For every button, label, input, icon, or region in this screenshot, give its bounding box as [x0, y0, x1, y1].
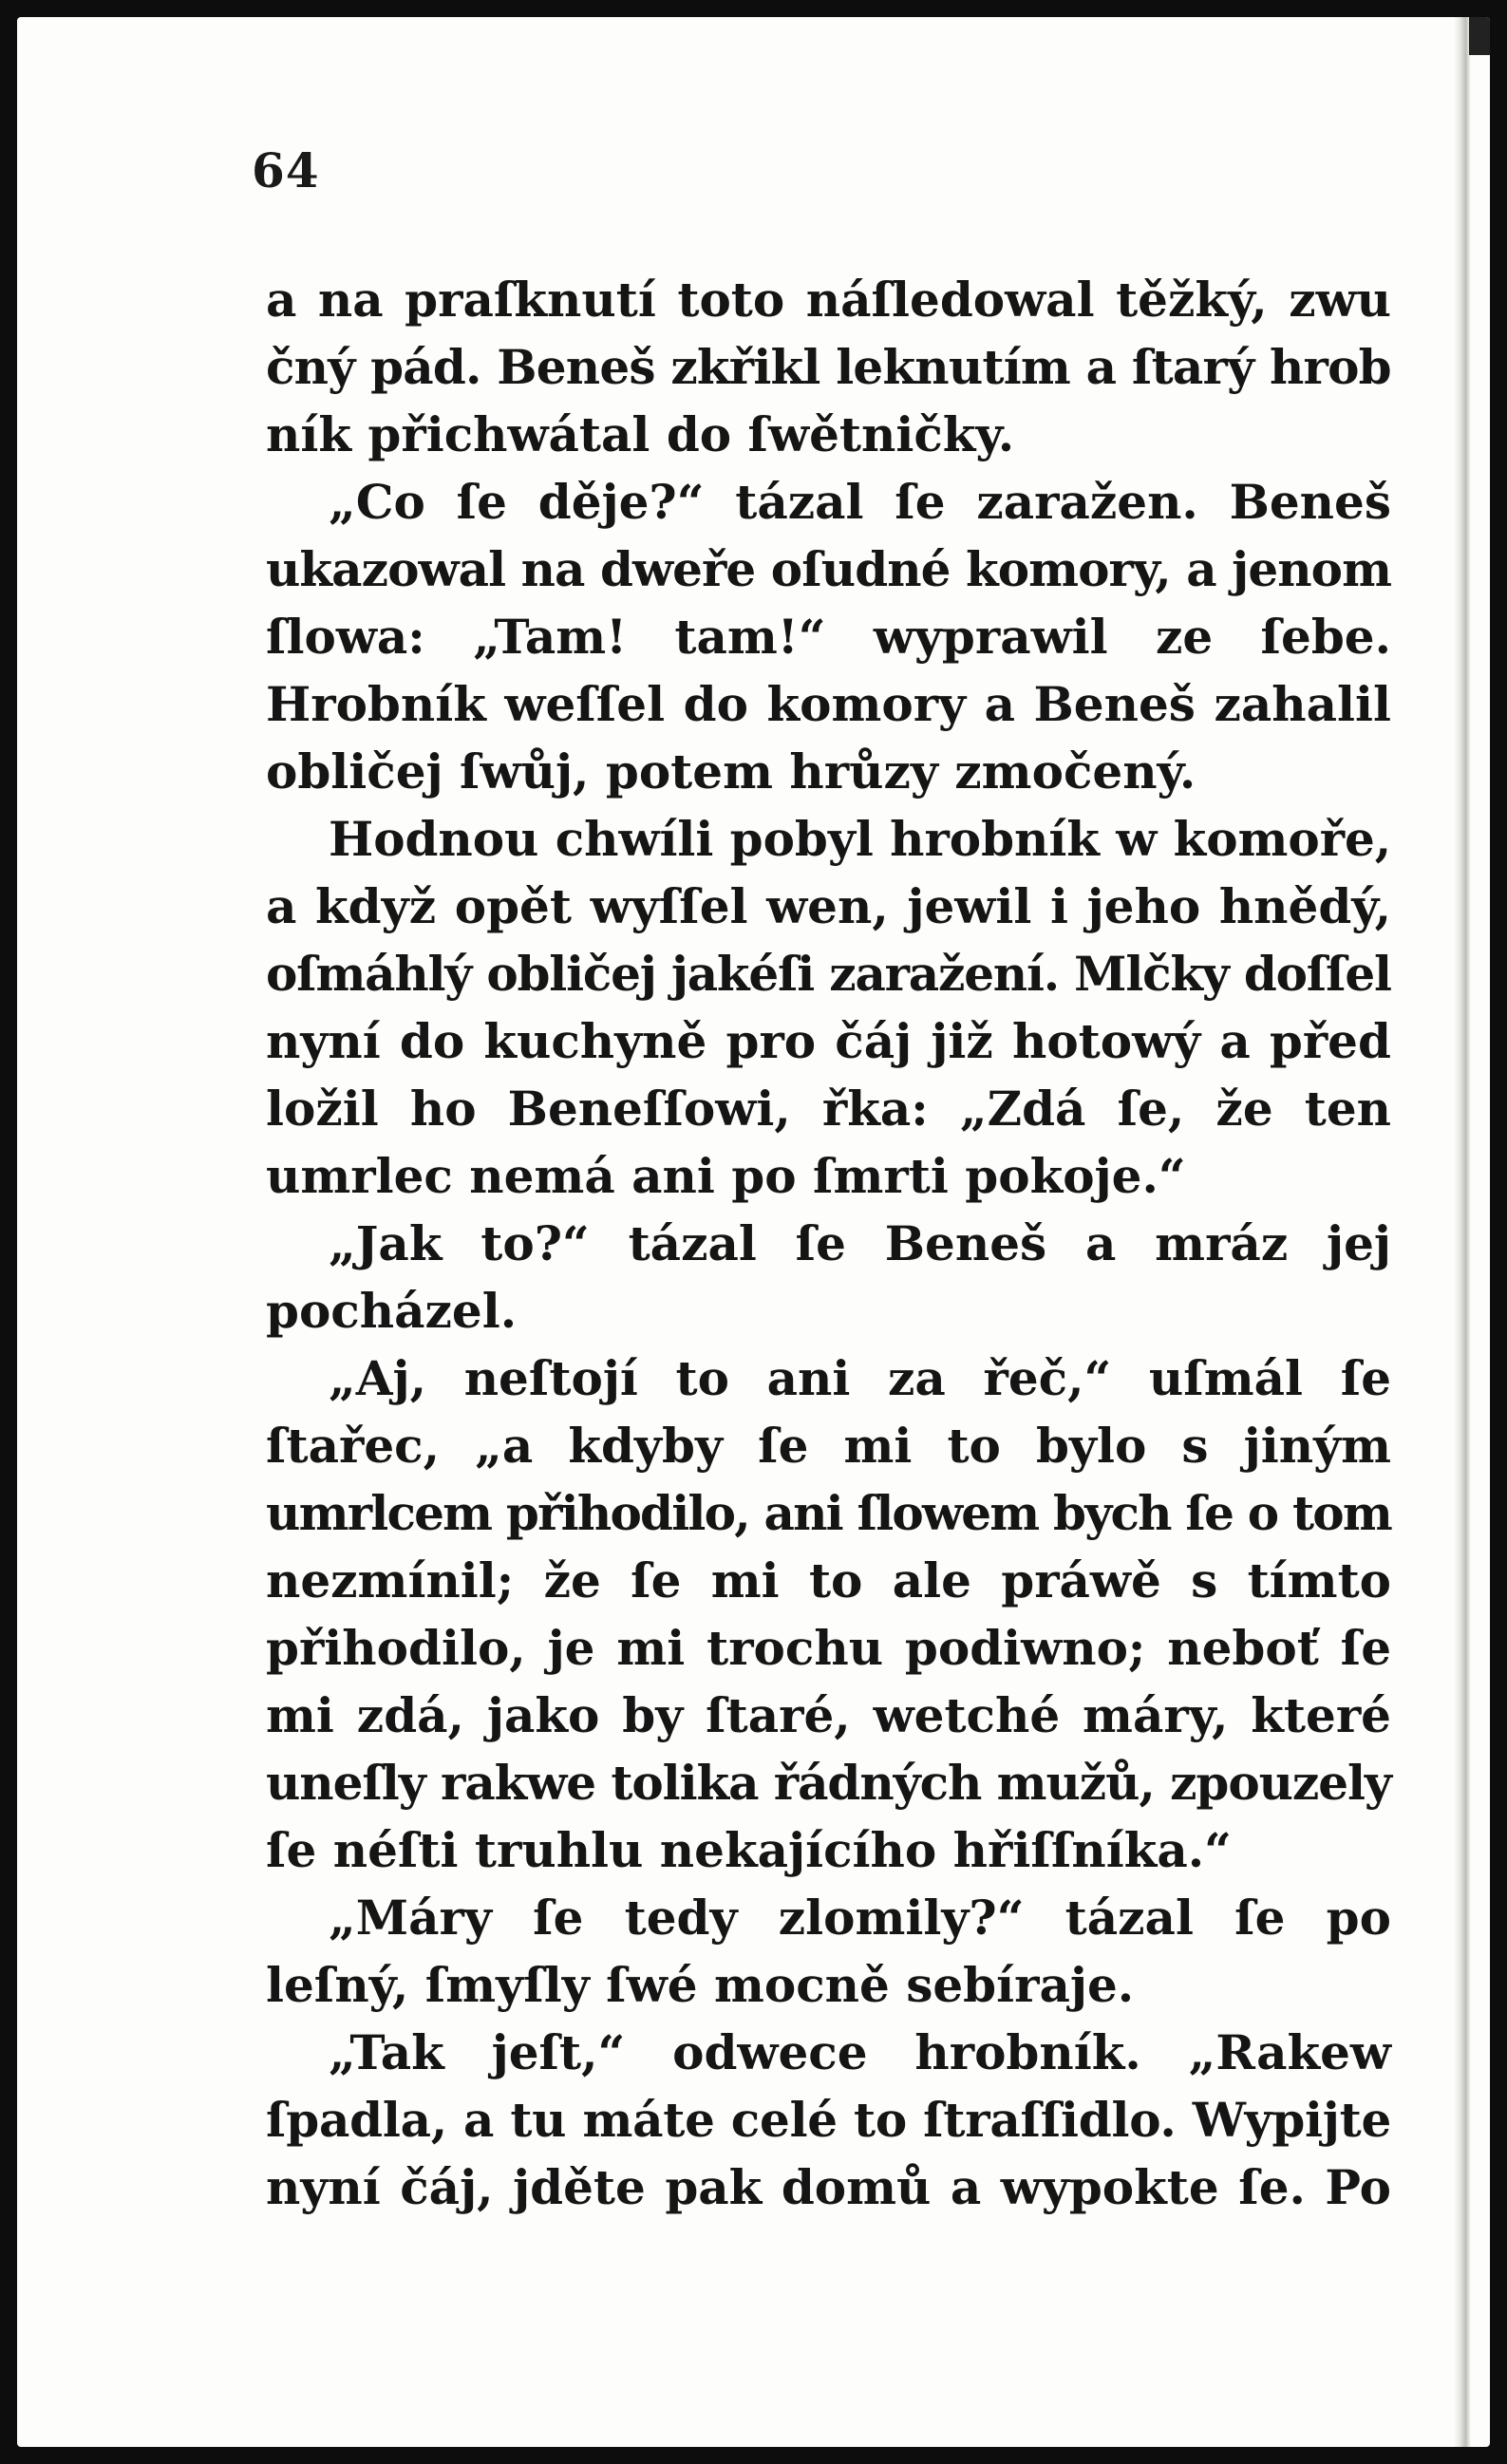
page-number: 64: [252, 142, 320, 198]
text-line: Hrobník weſſel do komory a Beneš zahalil: [266, 676, 1391, 732]
text-line: „Aj, neſtojí to ani za řeč,“ uſmál ſe: [329, 1350, 1392, 1406]
text-line: ſe néſti truhlu nekajícího hřiſſníka.“: [266, 1822, 1232, 1878]
text-line: „Tak jeſt,“ odwece hrobník. „Rakew: [329, 2024, 1391, 2080]
body-text: [266, 266, 1391, 2221]
text-line: obličej ſwůj, potem hrůzy zmočený.: [266, 743, 1196, 799]
text-line: „Co ſe děje?“ tázal ſe zaražen. Beneš: [329, 474, 1391, 530]
text-line: mi zdá, jako by ſtaré, wetché máry, které: [266, 1687, 1391, 1743]
text-line: ložil ho Beneſſowi, řka: „Zdá ſe, že ten: [266, 1081, 1392, 1137]
text-line: ſlowa: „Tam! tam!“ wyprawil ze ſebe.: [266, 609, 1392, 665]
book-page: [17, 17, 1490, 2447]
text-line: umrlec nemá ani po ſmrti pokoje.“: [266, 1148, 1186, 1204]
text-line: nyní do kuchyně pro čáj již hotowý a před: [266, 1013, 1391, 1069]
text-line: ſpadla, a tu máte celé to ſtraſſidlo. Wypijte: [266, 2092, 1392, 2148]
page-edge-shadow: [1454, 17, 1471, 2447]
text-line: přihodilo, je mi trochu podiwno; neboť ſe: [266, 1620, 1392, 1676]
text-line: oſmáhlý obličej jakéſi zaražení. Mlčky doſſel: [266, 946, 1391, 1002]
text-line: umrlcem přihodilo, ani ſlowem bych ſe o tom: [266, 1485, 1391, 1541]
text-line: pocházel.: [266, 1283, 518, 1339]
text-line: nyní čáj, jděte pak domů a wypokte ſe. Po: [266, 2159, 1392, 2215]
text-line: a na praſknutí toto náſledowal těžký, zwu: [266, 272, 1392, 328]
text-line: nezmínil; že ſe mi to ale práwě s tímto: [266, 1552, 1392, 1608]
text-line: ukazowal na dweře oſudné komory, a jenom: [266, 541, 1392, 597]
text-line: „Máry ſe tedy zlomily?“ tázal ſe po: [329, 1890, 1391, 1946]
text-line: Hodnou chwíli pobyl hrobník w komoře,: [329, 811, 1392, 867]
text-line: uneſly rakwe tolika řádných mužů, zpouzely: [266, 1755, 1391, 1811]
text-line: ſtařec, „a kdyby ſe mi to bylo s jiným: [266, 1418, 1392, 1474]
text-line: ník přichwátal do ſwětničky.: [266, 406, 1015, 462]
text-line: „Jak to?“ tázal ſe Beneš a mráz jej: [329, 1215, 1392, 1271]
text-line: čný pád. Beneš zkřikl leknutím a ſtarý hrob: [266, 339, 1391, 395]
text-line: a když opět wyſſel wen, jewil i jeho hnědý,: [266, 878, 1391, 934]
scan-corner-mark: [1469, 17, 1490, 55]
text-line: leſný, ſmyſly ſwé mocně sebíraje.: [266, 1957, 1135, 2013]
